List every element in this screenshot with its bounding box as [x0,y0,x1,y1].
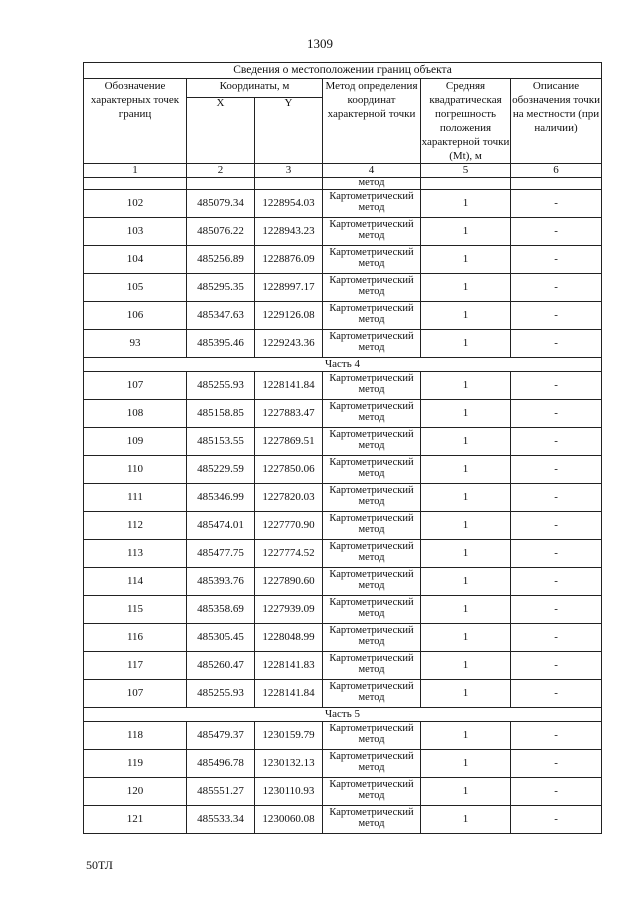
coord-y-cell: 1227890.60 [255,568,323,596]
method-cell: Картометрический метод [323,484,421,512]
point-id-cell: 117 [84,652,187,680]
method-cell: Картометрический метод [323,218,421,246]
error-cell: 1 [421,568,511,596]
table-row [84,484,602,512]
error-cell: 1 [421,190,511,218]
description-cell: - [511,624,602,652]
description-cell: - [511,190,602,218]
table-row [84,750,602,778]
description-cell: - [511,778,602,806]
description-cell: - [511,302,602,330]
description-cell: - [511,806,602,834]
header-coordinates: Координаты, м [187,79,323,98]
coord-x-cell: 485393.76 [187,568,255,596]
description-cell: - [511,484,602,512]
method-cell: Картометрический метод [323,456,421,484]
method-cell: Картометрический метод [323,540,421,568]
description-cell: - [511,330,602,358]
error-cell: 1 [421,750,511,778]
point-id-cell: 115 [84,596,187,624]
coord-x-cell: 485496.78 [187,750,255,778]
table-row [84,806,602,834]
coord-x-cell: 485395.46 [187,330,255,358]
point-id-cell: 121 [84,806,187,834]
description-cell: - [511,400,602,428]
description-cell: - [511,568,602,596]
point-id-cell: 107 [84,372,187,400]
coord-x-cell: 485153.55 [187,428,255,456]
coord-x-cell: 485305.45 [187,624,255,652]
error-cell: 1 [421,456,511,484]
point-id-cell: 104 [84,246,187,274]
point-id-cell: 107 [84,680,187,708]
part-header-row [84,708,602,722]
description-cell: - [511,652,602,680]
coord-y-cell: 1227869.51 [255,428,323,456]
coord-y-cell: 1230159.79 [255,722,323,750]
coord-y-cell: 1227850.06 [255,456,323,484]
header-method: Метод определения координат характерной точки [323,79,421,164]
coord-x-cell: 485477.75 [187,540,255,568]
coord-y-cell: 1227820.03 [255,484,323,512]
coord-y-cell: 1228943.23 [255,218,323,246]
point-id-cell: 103 [84,218,187,246]
coord-y-cell: 1230132.13 [255,750,323,778]
part-header-row [84,358,602,372]
method-cell: Картометрический метод [323,428,421,456]
point-id-cell: 114 [84,568,187,596]
table-row [84,274,602,302]
point-id-cell: 102 [84,190,187,218]
header-error: Средняя квадратическая погрешность положения характерной точки (Mt), м [421,80,510,162]
column-number-2: 2 [187,164,255,178]
boundary-coordinates-table [83,62,602,834]
description-cell: - [511,456,602,484]
method-cell: Картометрический метод [323,512,421,540]
header-designation: Обозначение характерных точек границ [84,79,187,164]
coord-y-cell: 1229126.08 [255,302,323,330]
table-row [84,624,602,652]
method-cell: Картометрический метод [323,190,421,218]
table-row [84,330,602,358]
table-row [84,568,602,596]
description-cell: - [511,750,602,778]
description-cell: - [511,218,602,246]
method-cell: Картометрический метод [323,330,421,358]
description-cell: - [511,680,602,708]
method-cell: Картометрический метод [323,302,421,330]
point-id-cell: 116 [84,624,187,652]
table-row [84,400,602,428]
method-cell: Картометрический метод [323,652,421,680]
table-row [84,778,602,806]
description-cell: - [511,372,602,400]
method-cell: Картометрический метод [323,680,421,708]
coord-x-cell: 485474.01 [187,512,255,540]
table-row [84,246,602,274]
error-cell: 1 [421,778,511,806]
header-description: Описание обозначения точки на местности (при наличии) [511,79,602,164]
coord-y-cell: 1229243.36 [255,330,323,358]
description-cell: - [511,512,602,540]
coord-x-cell: 485158.85 [187,400,255,428]
column-number-4: 4 [323,164,421,178]
table-row [84,218,602,246]
error-cell: 1 [421,512,511,540]
coord-x-cell: 485256.89 [187,246,255,274]
table-row [84,652,602,680]
coord-y-cell: 1228141.83 [255,652,323,680]
table-row [84,680,602,708]
table-row [84,302,602,330]
coord-x-cell: 485229.59 [187,456,255,484]
header-y: Y [255,97,323,163]
error-cell: 1 [421,302,511,330]
error-cell: 1 [421,722,511,750]
footer-code: 50ТЛ [86,858,113,872]
error-cell: 1 [421,246,511,274]
coord-x-cell: 485255.93 [187,680,255,708]
coord-x-cell: 485551.27 [187,778,255,806]
table-row [84,512,602,540]
method-cell: Картометрический метод [323,246,421,274]
coord-y-cell: 1228876.09 [255,246,323,274]
error-cell: 1 [421,218,511,246]
point-id-cell: 108 [84,400,187,428]
coord-y-cell: 1228141.84 [255,680,323,708]
method-cell: Картометрический метод [323,400,421,428]
table-row [84,540,602,568]
coord-x-cell: 485358.69 [187,596,255,624]
description-cell: - [511,274,602,302]
table-row [84,190,602,218]
point-id-cell: 109 [84,428,187,456]
point-id-cell: 106 [84,302,187,330]
error-cell: 1 [421,484,511,512]
method-cell: Картометрический метод [323,624,421,652]
method-cell: Картометрический метод [323,778,421,806]
coord-y-cell: 1230110.93 [255,778,323,806]
part-label: Часть 4 [84,358,602,372]
table-row [84,722,602,750]
method-cell: Картометрический метод [323,806,421,834]
column-number-3: 3 [255,164,323,178]
table-title: Сведения о местоположении границ объекта [84,63,602,79]
point-id-cell: 113 [84,540,187,568]
method-cell: Картометрический метод [323,596,421,624]
description-cell: - [511,722,602,750]
method-cell: Картометрический метод [323,568,421,596]
error-cell: 1 [421,624,511,652]
point-id-cell: 120 [84,778,187,806]
coord-x-cell: 485479.37 [187,722,255,750]
coord-y-cell: 1228954.03 [255,190,323,218]
point-id-cell: 110 [84,456,187,484]
error-cell: 1 [421,400,511,428]
coord-y-cell: 1228048.99 [255,624,323,652]
table-row [84,596,602,624]
error-cell: 1 [421,806,511,834]
coord-y-cell: 1230060.08 [255,806,323,834]
point-id-cell: 119 [84,750,187,778]
point-id-cell: 118 [84,722,187,750]
description-cell: - [511,246,602,274]
coord-x-cell: 485346.99 [187,484,255,512]
method-cell: Картометрический метод [323,750,421,778]
error-cell: 1 [421,680,511,708]
point-id-cell: 112 [84,512,187,540]
coord-x-cell: 485533.34 [187,806,255,834]
coord-x-cell: 485260.47 [187,652,255,680]
coord-y-cell: 1228141.84 [255,372,323,400]
table-row [84,428,602,456]
method-cell: Картометрический метод [323,722,421,750]
coord-y-cell: 1228997.17 [255,274,323,302]
coord-x-cell: 485347.63 [187,302,255,330]
point-id-cell: 105 [84,274,187,302]
table-row [84,372,602,400]
method-cell: Картометрический метод [323,372,421,400]
error-cell: 1 [421,540,511,568]
error-cell: 1 [421,330,511,358]
method-cell: Картометрический метод [323,274,421,302]
error-cell: 1 [421,428,511,456]
error-cell: 1 [421,372,511,400]
description-cell: - [511,596,602,624]
coord-y-cell: 1227939.09 [255,596,323,624]
page-number: 1309 [307,36,333,51]
point-id-cell: 111 [84,484,187,512]
header-x: X [187,97,255,163]
coord-y-cell: 1227770.90 [255,512,323,540]
coord-x-cell: 485295.35 [187,274,255,302]
part-label: Часть 5 [84,708,602,722]
coord-y-cell: 1227883.47 [255,400,323,428]
point-id-cell: 93 [84,330,187,358]
column-number-5: 5 [421,164,511,178]
column-number-1: 1 [84,164,187,178]
error-cell: 1 [421,596,511,624]
coord-x-cell: 485255.93 [187,372,255,400]
coord-x-cell: 485076.22 [187,218,255,246]
description-cell: - [511,428,602,456]
error-cell: 1 [421,274,511,302]
error-cell: 1 [421,652,511,680]
coord-x-cell: 485079.34 [187,190,255,218]
description-cell: - [511,540,602,568]
coord-y-cell: 1227774.52 [255,540,323,568]
continuation-method: метод [323,178,421,190]
column-number-6: 6 [511,164,602,178]
table-row [84,456,602,484]
